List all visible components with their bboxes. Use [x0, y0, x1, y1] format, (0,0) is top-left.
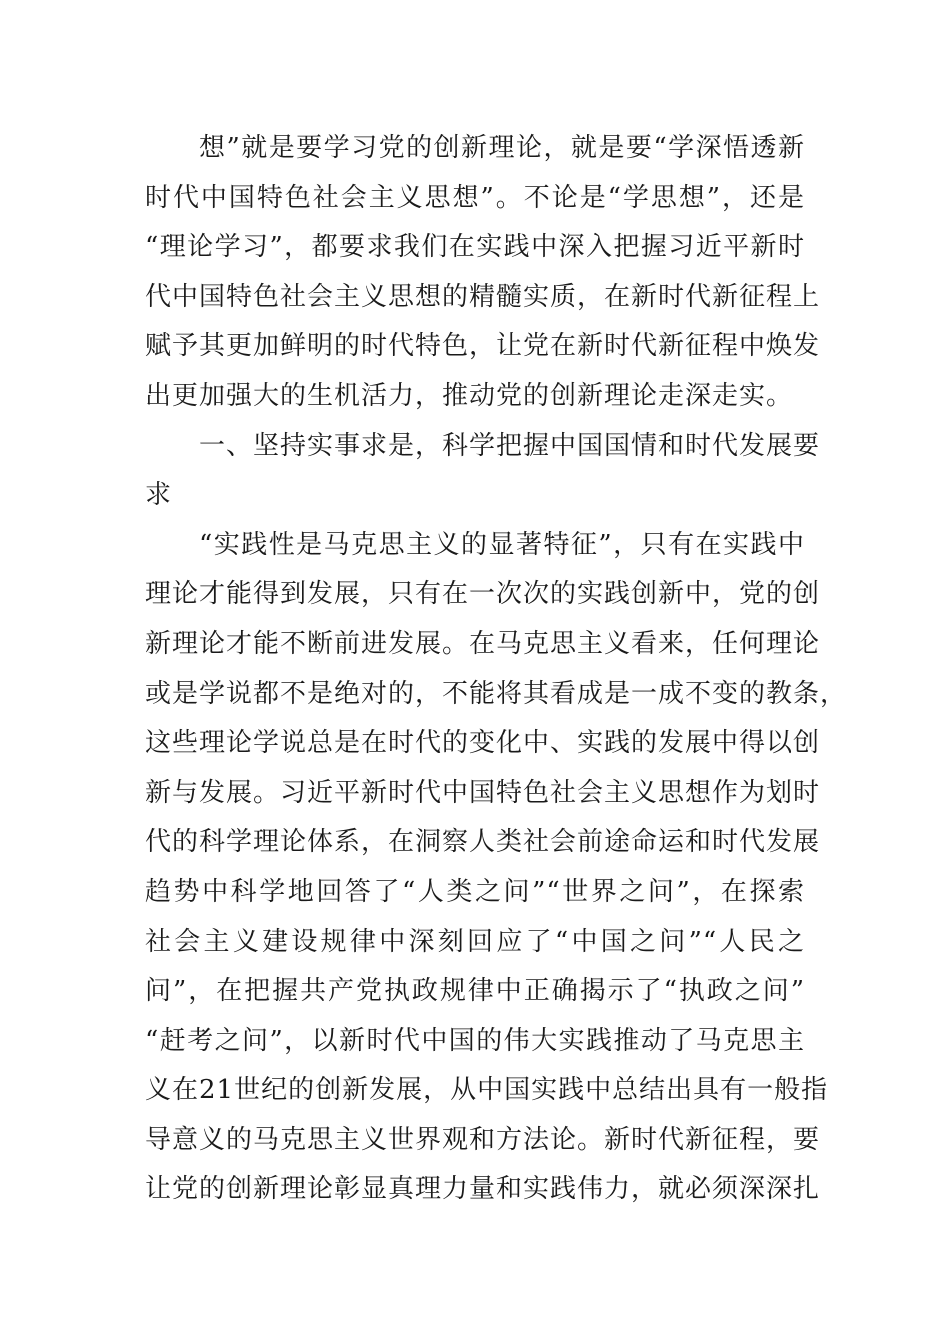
- document-body: [145, 124, 848, 1215]
- paragraph-line: 导意义的马克思主义世界观和方法论。新时代新征程，要: [145, 1124, 821, 1155]
- paragraph-line: “赶考之问”，以新时代中国的伟大实践推动了马克思主: [145, 1025, 805, 1056]
- paragraph-line: 义在21世纪的创新发展，从中国实践中总结出具有一般指: [145, 1075, 829, 1106]
- paragraph-line: 想”就是要学习党的创新理论，就是要“学深悟透新: [199, 133, 805, 163]
- paragraph-line: 赋予其更加鲜明的时代特色，让党在新时代新征程中焕发: [145, 331, 821, 362]
- paragraph-line: 新与发展。习近平新时代中国特色社会主义思想作为划时: [145, 777, 821, 808]
- paragraph-line: 代的科学理论体系，在洞察人类社会前途命运和时代发展: [145, 827, 821, 858]
- paragraph-line: 趋势中科学地回答了“人类之问”“世界之问”，在探索: [145, 876, 805, 907]
- section-heading-line: 求: [145, 480, 173, 511]
- paragraph-line: 这些理论学说总是在时代的变化中、实践的发展中得以创: [145, 728, 821, 759]
- paragraph-line: 理论才能得到发展，只有在一次次的实践创新中，党的创: [145, 579, 821, 610]
- paragraph-line: 让党的创新理论彰显真理力量和实践伟力，就必须深深扎: [145, 1174, 821, 1205]
- paragraph-line: 时代中国特色社会主义思想”。不论是“学思想”，还是: [145, 182, 805, 213]
- paragraph-line: 社会主义建设规律中深刻回应了“中国之问”“人民之: [145, 926, 805, 957]
- paragraph-line: “理论学习”，都要求我们在实践中深入把握习近平新时: [145, 232, 805, 263]
- paragraph-line: 出更加强大的生机活力，推动党的创新理论走深走实。: [145, 380, 794, 411]
- paragraph-line: 或是学说都不是绝对的，不能将其看成是一成不变的教条，: [145, 678, 848, 709]
- paragraph-line: 代中国特色社会主义思想的精髓实质，在新时代新征程上: [145, 281, 821, 312]
- section-heading-line: 一、坚持实事求是，科学把握中国国情和时代发展要: [199, 430, 821, 461]
- paragraph-line: 新理论才能不断前进发展。在马克思主义看来，任何理论: [145, 628, 821, 659]
- paragraph-line: 问”，在把握共产党执政规律中正确揭示了“执政之问”: [145, 976, 805, 1007]
- paragraph-line: “实践性是马克思主义的显著特征”，只有在实践中: [199, 529, 805, 560]
